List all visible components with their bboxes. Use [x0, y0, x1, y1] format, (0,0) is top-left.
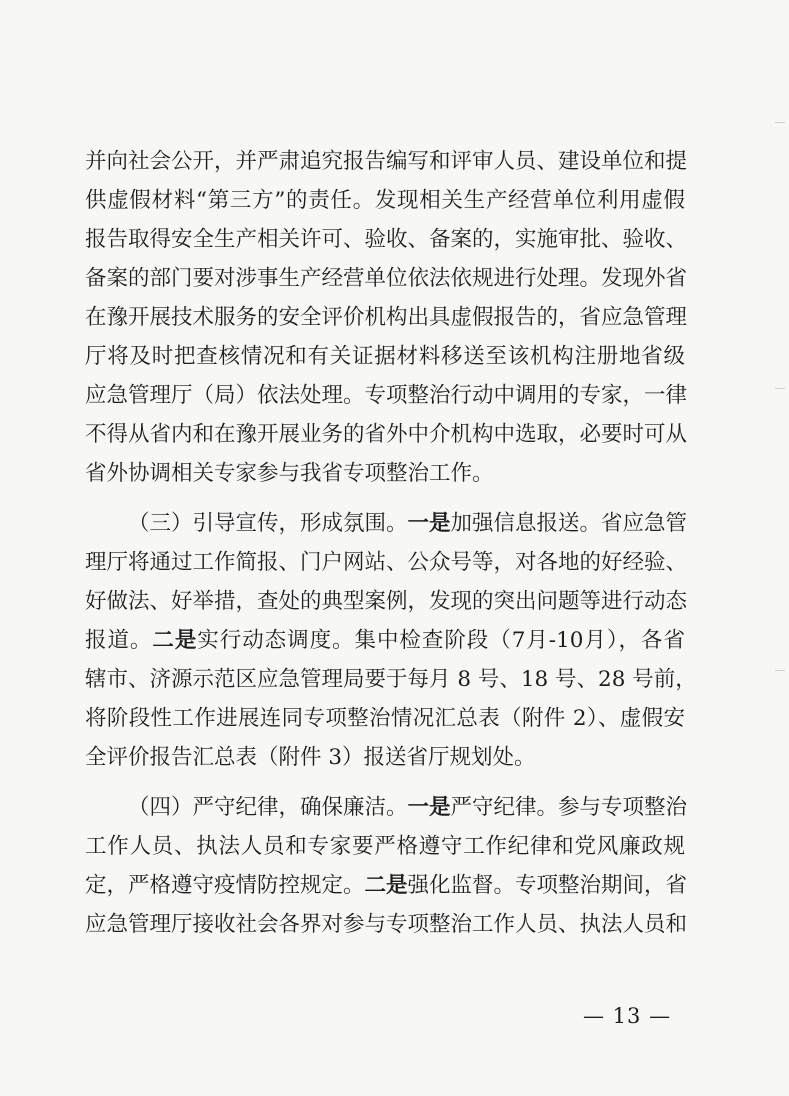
text-span: （三）引导宣传，形成氛围。: [128, 511, 408, 536]
text-span: （四）严守纪律，确保廉洁。: [128, 795, 408, 820]
text-line: [85, 298, 688, 337]
text-line: [85, 905, 688, 944]
text-line: [85, 142, 688, 181]
text-line: [85, 738, 685, 777]
text-span: 备案的部门要对涉事生产经营单位依法依规进行处理。发现外省: [85, 266, 688, 291]
text-span: 报道。: [85, 628, 153, 653]
text-line: [85, 504, 688, 543]
text-line: [85, 582, 688, 621]
scan-edge-mark: [775, 670, 785, 671]
text-span: 省外协调相关专家参与我省专项整治工作。: [85, 461, 494, 486]
text-span: 供虚假材料“第三方”的责任。发现相关生产经营单位利用虚假: [85, 188, 685, 213]
text-span: 强化监督。专项整治期间，省: [407, 873, 688, 898]
paragraph: [85, 788, 688, 944]
text-span: 在豫开展技术服务的安全评价机构出具虚假报告的，省应急管理: [85, 305, 688, 330]
paragraph: [85, 504, 697, 777]
text-line: [85, 337, 685, 376]
text-span: 理厅将通过工作简报、门户网站、公众号等，对各地的好经验、: [85, 550, 688, 575]
text-line: [85, 827, 685, 866]
text-line: [85, 454, 685, 493]
text-span: 工作人员、执法人员和专家要严格遵守工作纪律和党风廉政规: [85, 834, 685, 859]
text-line: [85, 699, 685, 738]
paragraph: [85, 142, 688, 493]
text-span: 报告取得安全生产相关许可、验收、备案的，实施审批、验收、: [85, 227, 688, 252]
text-line: [85, 543, 688, 582]
text-line: [85, 866, 688, 905]
text-line: [85, 660, 697, 699]
text-span: 应急管理厅（局）依法处理。专项整治行动中调用的专家，一律: [85, 383, 688, 408]
emphasis-text: 一是: [407, 511, 451, 536]
text-span: 好做法、好举措，查处的典型案例，发现的突出问题等进行动态: [85, 589, 688, 614]
text-line: [85, 376, 688, 415]
scan-edge-mark: [775, 388, 785, 389]
text-span: 并向社会公开，并严肃追究报告编写和评审人员、建设单位和提: [85, 149, 688, 174]
text-line: [85, 788, 688, 827]
text-line: [85, 621, 685, 660]
text-span: 实行动态调度。集中检查阶段（7月-10月），各省: [197, 628, 685, 653]
emphasis-text: 一是: [407, 795, 451, 820]
text-span: 严守纪律。参与专项整治: [450, 795, 688, 820]
emphasis-text: 二是: [152, 628, 198, 653]
text-span: 厅将及时把查核情况和有关证据材料移送至该机构注册地省级: [85, 344, 685, 369]
text-line: [85, 415, 688, 454]
text-span: 定，严格遵守疫情防控规定。: [85, 873, 365, 898]
text-line: [85, 259, 688, 298]
page-number: — 13 —: [583, 1004, 672, 1028]
text-span: 全评价报告汇总表（附件 3）报送省厅规划处。: [85, 745, 536, 770]
text-span: 将阶段性工作进展连同专项整治情况汇总表（附件 2）、虚假安: [85, 706, 685, 731]
text-span: 加强信息报送。省应急管: [450, 511, 688, 536]
document-body: [85, 142, 697, 944]
text-span: 不得从省内和在豫开展业务的省外中介机构中选取，必要时可从: [85, 422, 688, 447]
text-span: 辖市、济源示范区应急管理局要于每月 8 号、18 号、28 号前，: [85, 667, 697, 692]
text-line: [85, 181, 685, 220]
scan-edge-mark: [775, 122, 785, 123]
text-line: [85, 220, 688, 259]
emphasis-text: 二是: [364, 873, 408, 898]
text-span: 应急管理厅接收社会各界对参与专项整治工作人员、执法人员和: [85, 912, 688, 937]
